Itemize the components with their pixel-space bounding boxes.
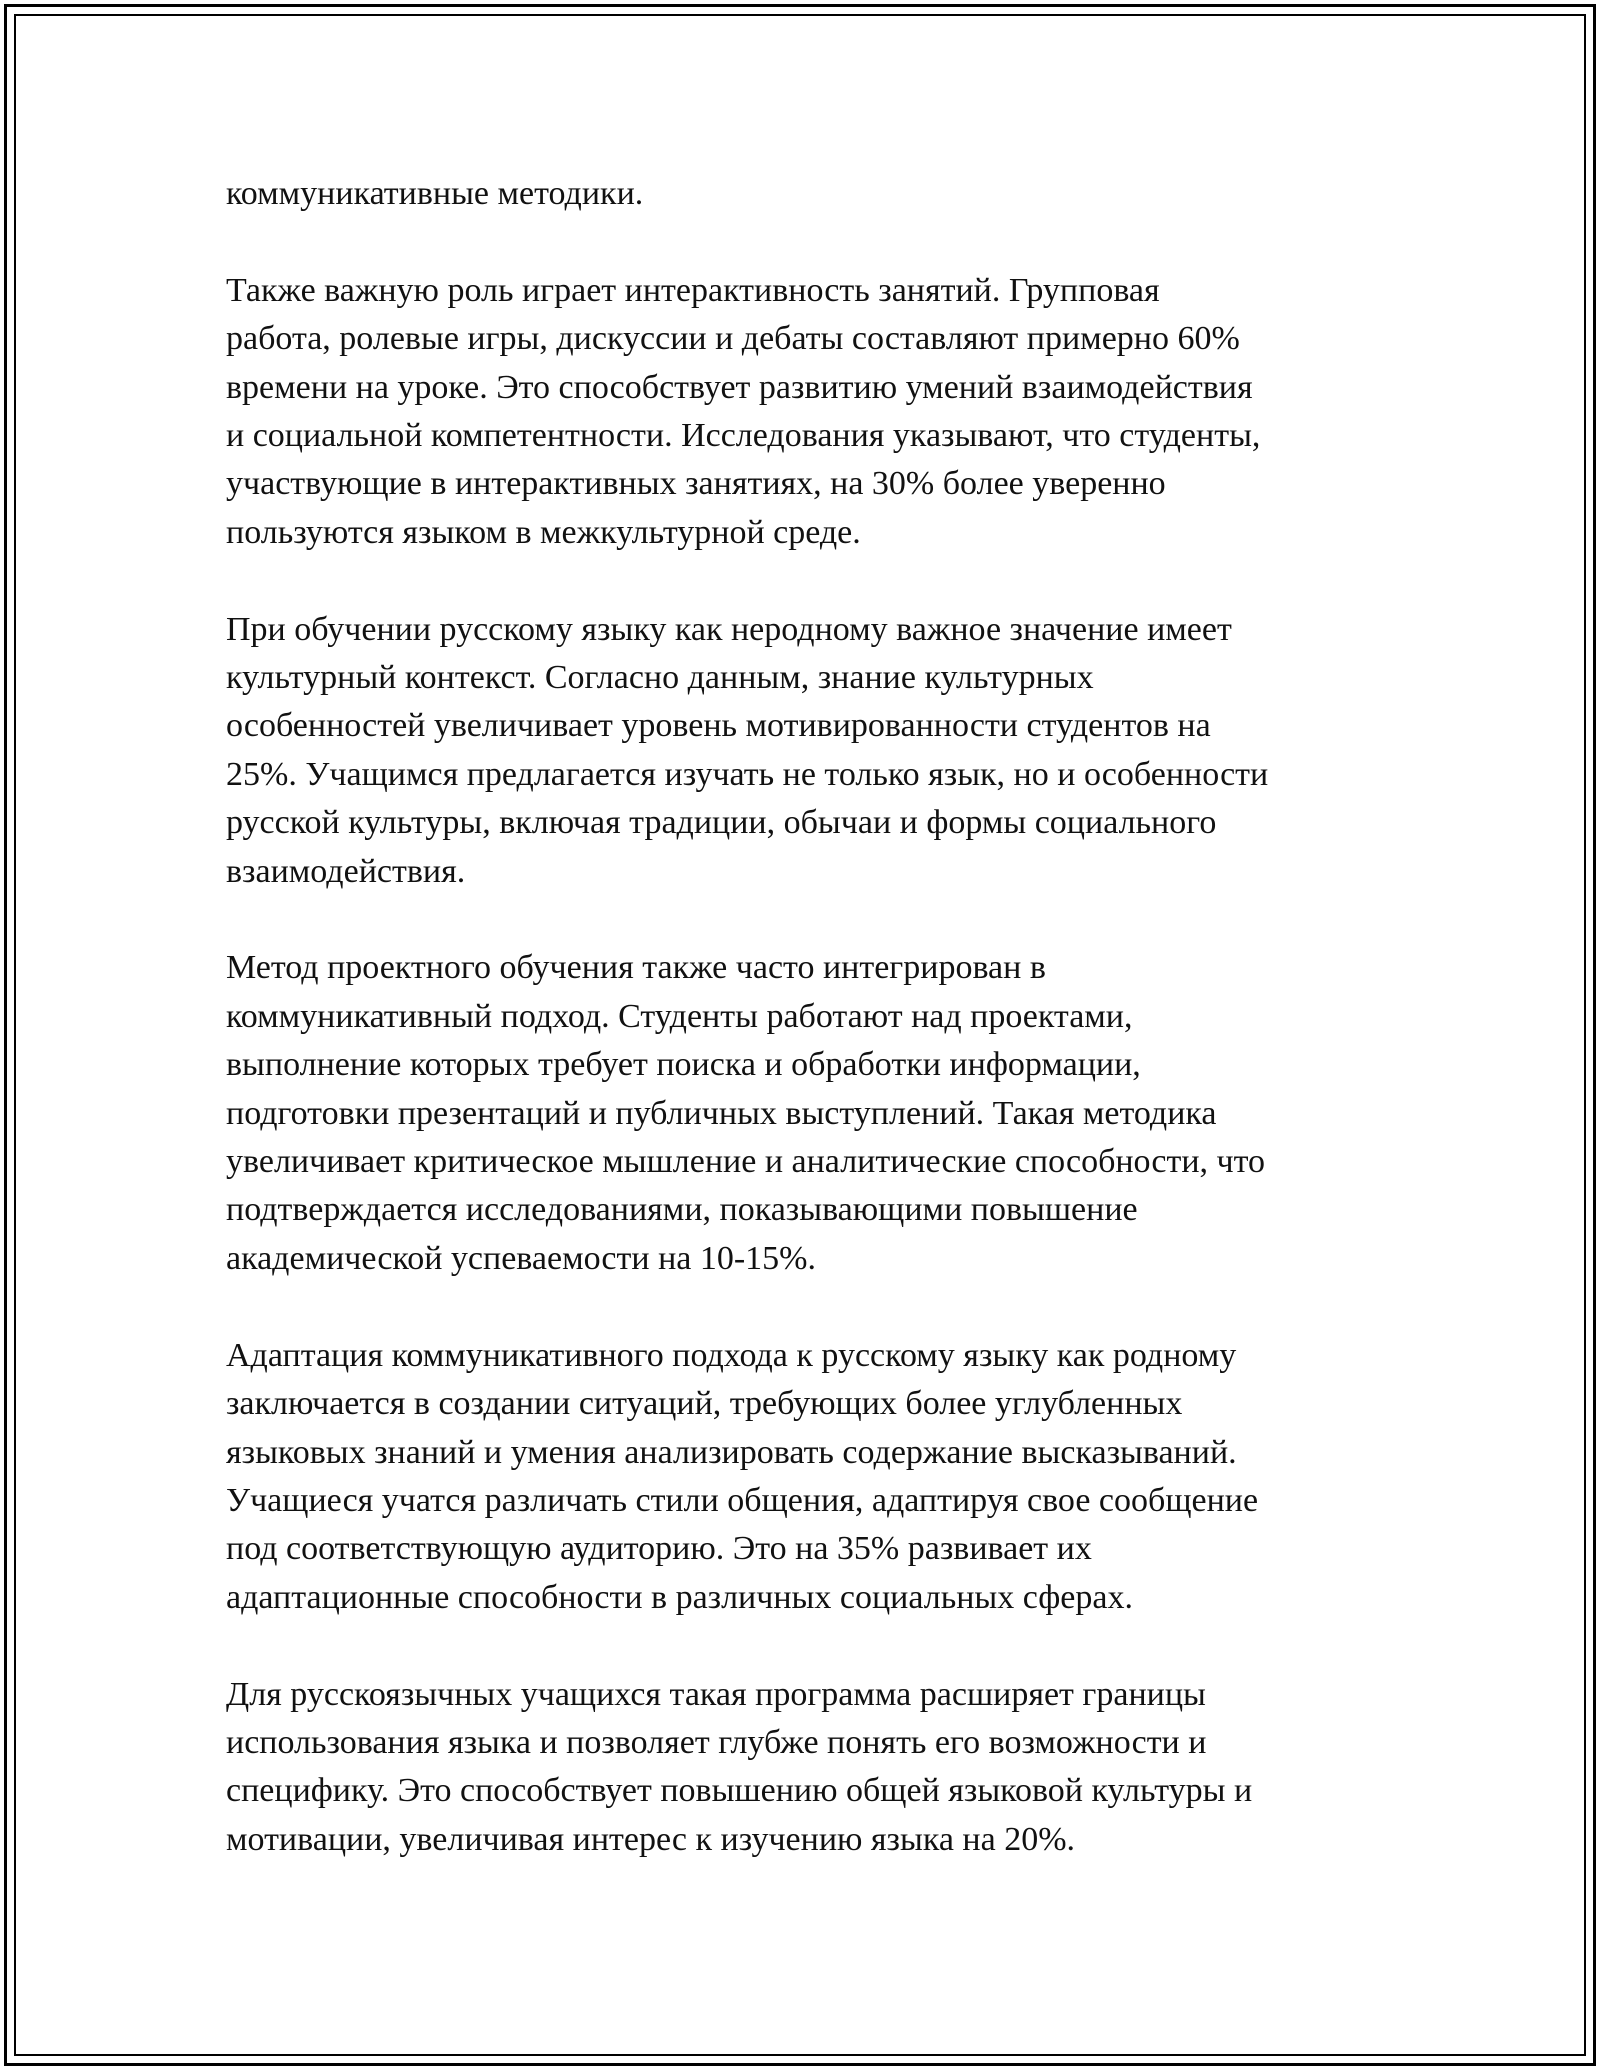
paragraph-6: Для русскоязычных учащихся такая программа расширяет границы использования языка и позволяет глубже понять его возможности и специфику. Это способствует повышению общей языковой культуры и мотивации, увеличивая интерес к изучению языка на 20%. xyxy=(226,1675,1253,1858)
paragraph-2: Также важную роль играет интерактивность занятий. Групповая работа, ролевые игры, дискуссии и дебаты составляют примерно 60% времени на уроке. Это способствует развитию умений взаимодействия и социальной компетентности. Исследования указывают, что студенты, участвующие в интерактивных занятиях, на 30% более уверенно пользуются языком в межкультурной среде. xyxy=(226,271,1261,551)
paragraph-4: Метод проектного обучения также часто интегрирован в коммуникативный подход. Студенты работают над проектами, выполнение которых требует поиска и обработки информации, подготовки презентаций и публичных выступлений. Такая методика увеличивает критическое мышление и аналитические способности, что подтверждается исследованиями, показывающими повышение академической успеваемости на 10-15%. xyxy=(226,949,1266,1277)
paragraph-5: Адаптация коммуникативного подхода к русскому языку как родному заключается в создании ситуаций, требующих более углубленных языковых знаний и умения анализировать содержание высказываний. Учащиеся учатся различать стили общения, адаптируя свое сообщение под соответствующую аудиторию. Это на 35% развивает их адаптационные способности в различных социальных сферах. xyxy=(226,1336,1259,1616)
paragraph-3: При обучении русскому языку как неродному важное значение имеет культурный контекст. Согласно данным, знание культурных особенностей увеличивает уровень мотивированности студентов на 25%. Учащимся предлагается изучать не только язык, но и особенности русской культуры, включая традиции, обычаи и формы социального взаимодействия. xyxy=(226,610,1269,890)
document-body xyxy=(226,170,1396,1913)
paragraph-1: коммуникативные методики. xyxy=(226,175,644,212)
